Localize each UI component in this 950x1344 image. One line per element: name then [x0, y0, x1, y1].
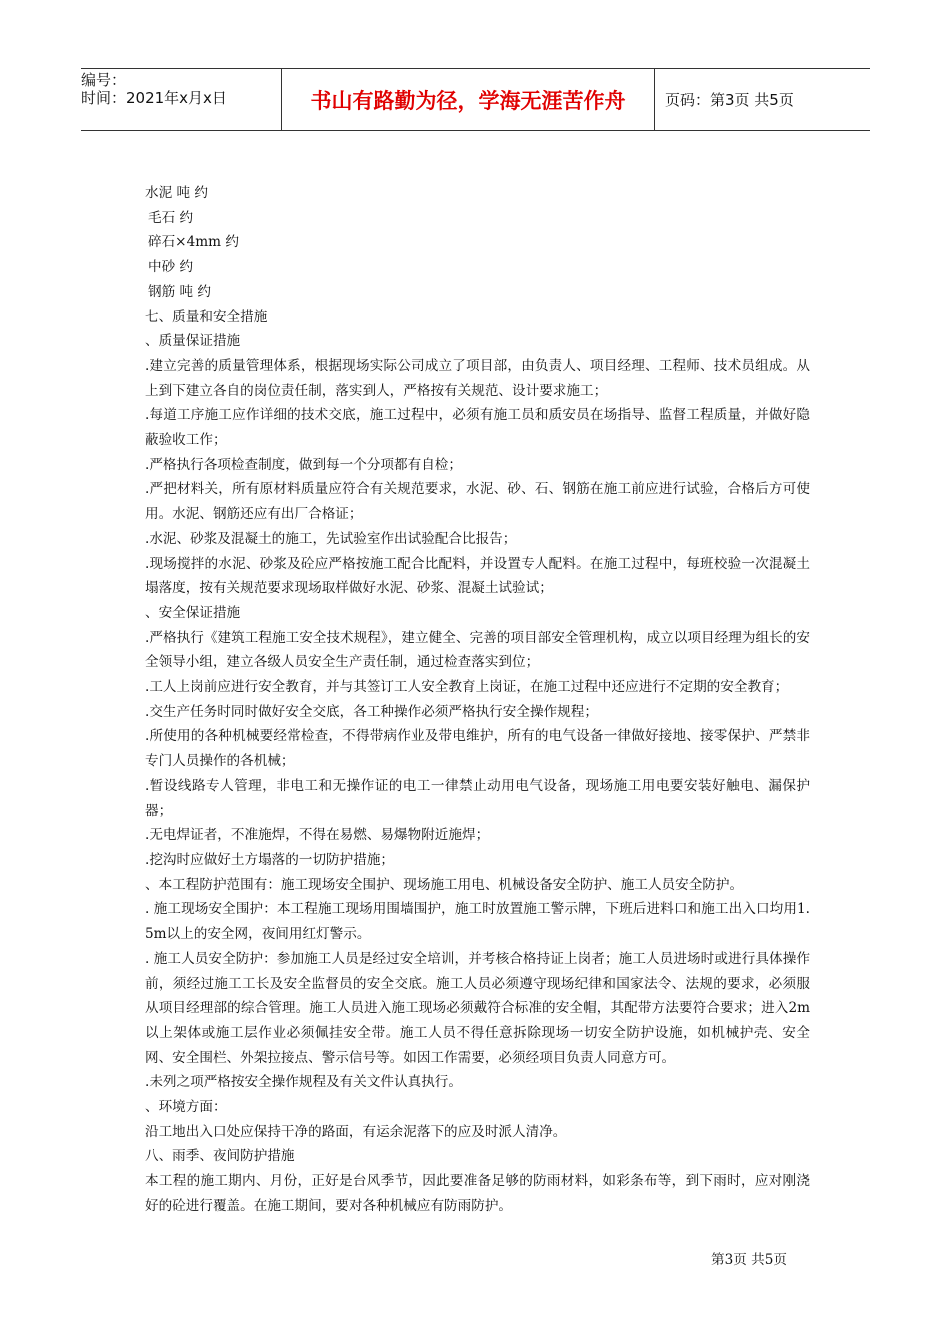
- page-footer: 第3页 共5页: [711, 1252, 787, 1268]
- document-number: 编号：: [81, 71, 127, 89]
- subsection-heading: 、环境方面：: [145, 1099, 227, 1116]
- paragraph: 、本工程防护范围有：施工现场安全围护、现场施工用电、机械设备安全防护、施工人员安全防护。: [145, 876, 744, 893]
- page-header: [81, 68, 870, 131]
- paragraph: .交生产任务时同时做好安全交底，各工种操作必须严格执行安全操作规程；: [145, 703, 598, 720]
- paragraph: .未列之项严格按安全操作规程及有关文件认真执行。: [145, 1074, 462, 1091]
- subsection-heading: 、安全保证措施: [145, 604, 241, 621]
- paragraph: .严格执行《建筑工程施工安全技术规程》，建立健全、完善的项目部安全管理机构，成立以项目经理为组长的安全领导小组，建立各级人员安全生产责任制，通过检查落实到位；: [145, 629, 810, 671]
- paragraph: .挖沟时应做好土方塌落的一切防护措施；: [145, 851, 395, 868]
- paragraph: 沿工地出入口处应保持干净的路面，有运余泥落下的应及时派人清净。: [145, 1123, 567, 1140]
- section-heading: 八、雨季、夜间防护措施: [145, 1148, 295, 1165]
- document-date: 时间：2021年x月x日: [81, 89, 227, 107]
- paragraph: 本工程的施工期内、月份，正好是台风季节，因此要准备足够的防雨材料，如彩条布等，到下雨时，应对刚浇好的砼进行覆盖。在施工期间，要对各种机械应有防雨防护。: [145, 1173, 810, 1214]
- header-motto: 书山有路勤为径，学海无涯苦作舟: [282, 69, 655, 130]
- paragraph: 毛石 约: [148, 209, 194, 226]
- subsection-heading: 、质量保证措施: [145, 333, 241, 350]
- paragraph: .所使用的各种机械要经常检查，不得带病作业及带电维护，所有的电气设备一律做好接地、接零保护、严禁非专门人员操作的各机械；: [145, 728, 810, 770]
- header-page-number: 页码：第3页 共5页: [665, 91, 794, 109]
- paragraph: .暂设线路专人管理，非电工和无操作证的电工一律禁止动用电气设备，现场施工用电要安装好触电、漏保护器；: [145, 777, 810, 819]
- section-heading: 七、质量和安全措施: [145, 308, 268, 325]
- paragraph: .工人上岗前应进行安全教育，并与其签订工人安全教育上岗证，在施工过程中还应进行不定期的安全教育；: [145, 679, 789, 696]
- paragraph: 碎石×4mm 约: [148, 234, 239, 251]
- paragraph: 水泥 吨 约: [145, 185, 209, 201]
- paragraph: 钢筋 吨 约: [148, 283, 212, 300]
- paragraph: .无电焊证者，不准施焊，不得在易燃、易爆物附近施焊；: [145, 827, 490, 844]
- document-body: [145, 181, 810, 1219]
- paragraph: . 施工现场安全围护：本工程施工现场用围墙围护，施工时放置施工警示牌，下班后进料口和施工出入口均用1.5m以上的安全网，夜间用红灯警示。: [145, 901, 810, 943]
- header-meta: [81, 69, 282, 130]
- paragraph: .每道工序施工应作详细的技术交底，施工过程中，必须有施工员和质安员在场指导、监督工程质量，并做好隐蔽验收工作；: [145, 407, 810, 449]
- paragraph: .严格执行各项检查制度，做到每一个分项都有自检；: [145, 456, 462, 473]
- paragraph: .现场搅拌的水泥、砂浆及砼应严格按施工配合比配料，并设置专人配料。在施工过程中，每班校验一次混凝土塌落度，按有关规范要求现场取样做好水泥、砂浆、混凝土试验试；: [145, 555, 810, 597]
- paragraph: .水泥、砂浆及混凝土的施工，先试验室作出试验配合比报告；: [145, 530, 517, 547]
- paragraph: .严把材料关，所有原材料质量应符合有关规范要求，水泥、砂、石、钢筋在施工前应进行试验，合格后方可使用。水泥、钢筋还应有出厂合格证；: [145, 481, 810, 523]
- paragraph: 中砂 约: [148, 259, 194, 276]
- paragraph: . 施工人员安全防护：参加施工人员是经过安全培训，并考核合格持证上岗者；施工人员进场时或进行具体操作前，须经过施工工长及安全监督员的安全交底。施工人员必须遵守现场纪律和国家法令、法规的要求，必须服从项目经理部的综合管理。施工人员进入施工现场必须戴符合标准的安全帽，其配带方法要符合要求；进入2m以上架体或施工层作业必须佩挂安全带。施工人员不得任意拆除现场一切安全防护设施，如机械护壳、安全网、安全围栏、外架拉接点、警示信号等。如因工作需要，必须经项目负责人同意方可。: [145, 950, 810, 1066]
- paragraph: .建立完善的质量管理体系，根据现场实际公司成立了项目部，由负责人、项目经理、工程师、技术员组成。从上到下建立各自的岗位责任制，落实到人，严格按有关规范、设计要求施工；: [145, 357, 810, 399]
